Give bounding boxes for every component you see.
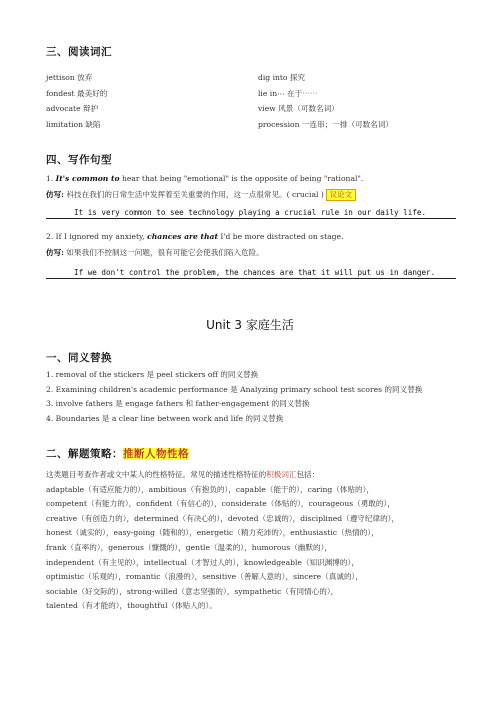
trait-line: independent（有主见的），intellectual（才智过人的），knowledgeable（知识渊博的）， bbox=[46, 557, 359, 567]
pattern-1-key-phrase: It's common to bbox=[55, 174, 120, 183]
strategy-intro bbox=[46, 468, 466, 483]
vocab-left: advocate 辩护 bbox=[46, 104, 99, 113]
trait-line: talented（有才能的），thoughtful（体贴人的）。 bbox=[46, 601, 217, 611]
list-item: 4. Boundaries 是 a clear line between work and life 的同义替换 bbox=[46, 413, 284, 423]
trait-line: sociable（好交际的），strong-willed（意志坚强的），sympathetic（有同情心的）， bbox=[46, 586, 339, 596]
pattern-2-sentence bbox=[46, 232, 343, 241]
trait-line: honest（诚实的），easy-going（随和的），energetic（精力充沛的），enthusiastic（热情的）， bbox=[46, 528, 379, 538]
trait-line: competent（有能力的），confident（有信心的），considerate（体贴的），courageous（勇敢的）， bbox=[46, 499, 395, 509]
trait-line: optimistic（乐观的），romantic（浪漫的），sensitive（善解人意的），sincere（真诚的）， bbox=[46, 572, 363, 582]
vocab-row bbox=[46, 117, 466, 133]
section-title-reading-vocab: 三、阅读词汇 bbox=[46, 46, 112, 58]
vocab-table bbox=[46, 70, 466, 132]
section-title-strategy bbox=[46, 446, 189, 461]
pattern-1-rest: hear that being "emotional" is the opposite of being "rational". bbox=[119, 174, 364, 183]
vocab-row bbox=[46, 86, 466, 102]
pattern-2-answer: If we don't control the problem, the chances are that it will put us in danger. bbox=[46, 267, 456, 279]
pattern-2-prompt bbox=[46, 247, 264, 258]
vocab-left: limitation 缺陷 bbox=[46, 119, 101, 129]
strategy-title-highlight: 推断人物性格 bbox=[123, 448, 189, 460]
vocab-right: lie in⋯ 在于⋯⋯ bbox=[258, 88, 318, 98]
unit-title: Unit 3 家庭生活 bbox=[206, 318, 294, 332]
vocab-right: dig into 探究 bbox=[258, 73, 306, 82]
pattern-1-prompt-text: 科技在我们的日常生活中发挥着至关重要的作用，这一点很常见。( crucial ) bbox=[64, 190, 324, 199]
vocab-right: view 风景（可数名词） bbox=[258, 104, 339, 113]
vocab-left: jettison 放弃 bbox=[46, 73, 93, 82]
imitate-label: 仿写: bbox=[46, 248, 64, 257]
vocab-row bbox=[46, 70, 466, 86]
pattern-1-prompt bbox=[46, 189, 356, 201]
vocab-left: fondest 最美好的 bbox=[46, 88, 108, 98]
pattern-1-sentence bbox=[46, 174, 363, 183]
argumentative-tag: 议论文 bbox=[326, 189, 356, 201]
positive-words-label: 积极词汇 bbox=[266, 470, 297, 479]
strategy-title-prefix: 二、解题策略： bbox=[46, 448, 123, 460]
vocab-right: procession 一连串；一排（可数名词） bbox=[258, 119, 394, 129]
pattern-1-number: 1. bbox=[46, 174, 54, 183]
section-title-synonyms: 一、同义替换 bbox=[46, 352, 112, 364]
vocab-row bbox=[46, 101, 466, 117]
pattern-2-rest: I'd be more distracted on stage. bbox=[217, 232, 344, 241]
list-item: 1. removal of the stickers 是 peel stickers off 的同义替换 bbox=[46, 370, 259, 379]
trait-line: frank（直率的），generous（慷慨的），gentle（温柔的），humorous（幽默的）， bbox=[46, 542, 332, 552]
strategy-body bbox=[46, 468, 466, 614]
intro-text: 这类题目考查作者或文中某人的性格特征。常见的描述性格特征的 bbox=[46, 470, 267, 479]
list-item: 2. Examining children's academic performance 是 Analyzing primary school test scores 的同义替换 bbox=[46, 384, 423, 394]
list-item: 3. involve fathers 是 engage fathers 和 father-engagement 的同义替换 bbox=[46, 399, 310, 409]
intro-text-end: 包括： bbox=[296, 470, 320, 479]
pattern-1-answer: It is very common to see technology playing a crucial rule in our daily life. bbox=[46, 207, 456, 219]
imitate-label: 仿写: bbox=[46, 190, 64, 199]
pattern-2-prefix: 2. If I ignored my anxiety, bbox=[46, 232, 148, 241]
pattern-2-prompt-text: 如果我们不控制这一问题，很有可能它会使我们陷入危险。 bbox=[64, 248, 264, 257]
trait-line: adaptable（有适应能力的），ambitious（有抱负的），capable（能干的），caring（体贴的）， bbox=[46, 484, 374, 494]
synonym-list bbox=[46, 368, 466, 426]
trait-line: creative（有创造力的），determined（有决心的），devoted（忠诚的），disciplined（遵守纪律的）， bbox=[46, 513, 400, 523]
pattern-2-key-phrase: chances are that bbox=[147, 232, 218, 241]
section-title-writing-patterns: 四、写作句型 bbox=[46, 154, 112, 166]
